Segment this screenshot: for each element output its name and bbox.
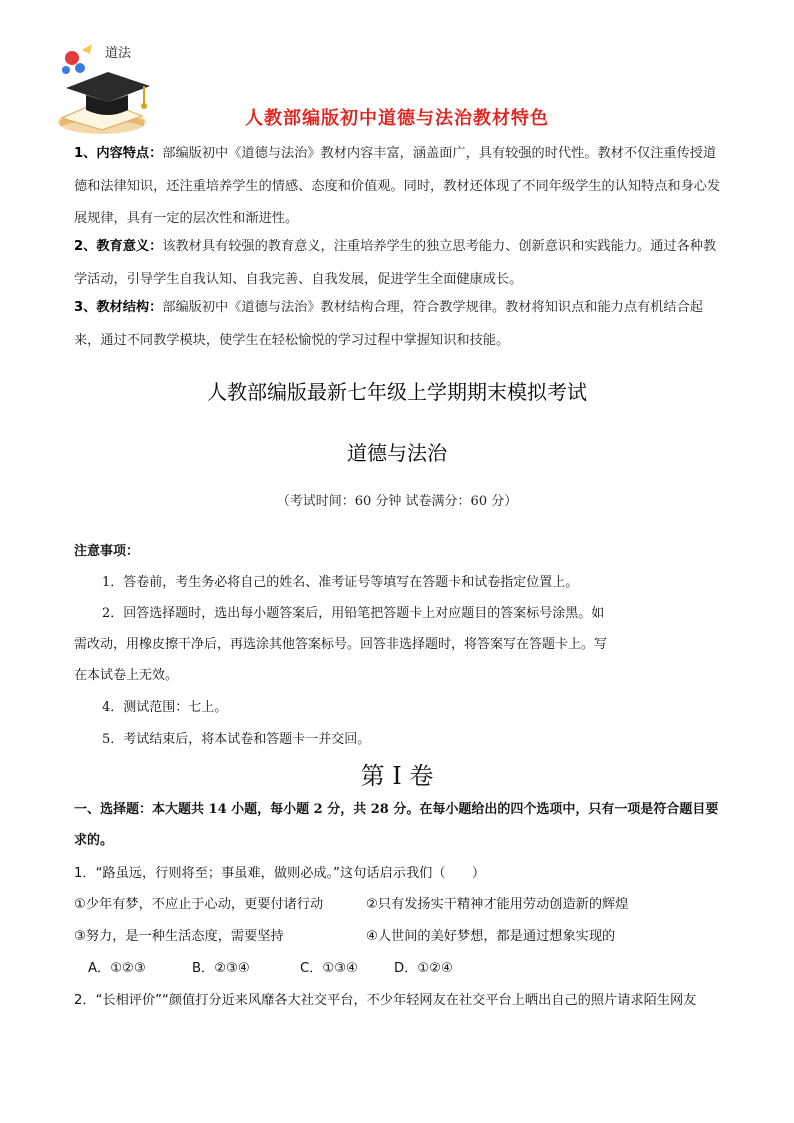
subject-title: 道德与法治 [347,441,447,465]
q1-option: ①少年有梦，不应止于心动，更要付诸行动 [74,897,324,912]
q1-choice: B．②③④ [192,961,250,976]
feature-paragraph-1 [74,138,724,236]
q1-option: ②只有发扬实干精神才能用劳动创造新的辉煌 [366,897,629,912]
feature-text: 部编版初中《道德与法治》教材结构合理，符合教学规律。教材将知识点和能力点有机结合起来，通过不同教学模块，使学生在轻松愉悦的学习过程中掌握知识和技能。 [74,300,703,348]
notice-heading: 注意事项： [74,544,140,559]
feature-label: 3、教材结构： [74,300,163,315]
q1-option: ③努力，是一种生活态度，需要坚持 [74,929,284,944]
volume-title: 第 I 卷 [360,762,434,790]
notice-item: 5．考试结束后，将本试卷和答题卡一并交回。 [102,732,371,747]
notice-item: 4．测试范围：七上。 [102,700,228,715]
banner-title: 人教部编版初中道德与法治教材特色 [245,108,549,129]
feature-paragraph-2 [74,231,724,296]
notice-item: 1．答卷前，考生务必将自己的姓名、准考证号等填写在答题卡和试卷指定位置上。 [102,575,579,590]
feature-label: 2、教育意义： [74,239,163,254]
feature-label: 1、内容特点： [74,146,163,161]
feature-text: 部编版初中《道德与法治》教材内容丰富，涵盖面广，具有较强的时代性。教材不仅注重传授道德和法律知识，还注重培养学生的情感、态度和价值观。同时，教材还体现了不同年级学生的认知特点和身心发展规律，具有一定的层次性和渐进性。 [74,146,721,226]
exam-meta: （考试时间：60 分钟 试卷满分：60 分） [276,494,518,509]
feature-paragraph-3 [74,292,724,357]
exam-title: 人教部编版最新七年级上学期期末模拟考试 [207,380,587,404]
q1-choice: A．①②③ [88,961,146,976]
question-2-stem: 2．“长相评价”“颜值打分近来风靡各大社交平台，不少年轻网友在社交平台上晒出自己的照片请求陌生网友 [74,993,697,1008]
q1-choice: C．①③④ [300,961,358,976]
notice-item: 在本试卷上无效。 [74,668,179,683]
logo-label: 道法 [105,46,132,61]
q1-choice: D．①②④ [394,961,453,976]
section-heading: 一、选择题：本大题共 14 小题，每小题 2 分，共 28 分。在每小题给出的四个选项中，只有一项是符合题目要求的。 [74,802,719,848]
feature-text: 该教材具有较强的教育意义，注重培养学生的独立思考能力、创新意识和实践能力。通过各种教学活动，引导学生自我认知、自我完善、自我发展，促进学生全面健康成长。 [74,239,717,287]
q1-option: ④人世间的美好梦想，都是通过想象实现的 [366,929,616,944]
question-1-stem: 1．“路虽远，行则将至；事虽难，做则必成。”这句话启示我们（ ） [74,866,486,881]
notice-item: 2．回答选择题时，选出每小题答案后，用铅笔把答题卡上对应题目的答案标号涂黑。如 [102,606,605,621]
notice-item: 需改动，用橡皮擦干净后，再选涂其他答案标号。回答非选择题时，将答案写在答题卡上。写 [74,637,608,652]
